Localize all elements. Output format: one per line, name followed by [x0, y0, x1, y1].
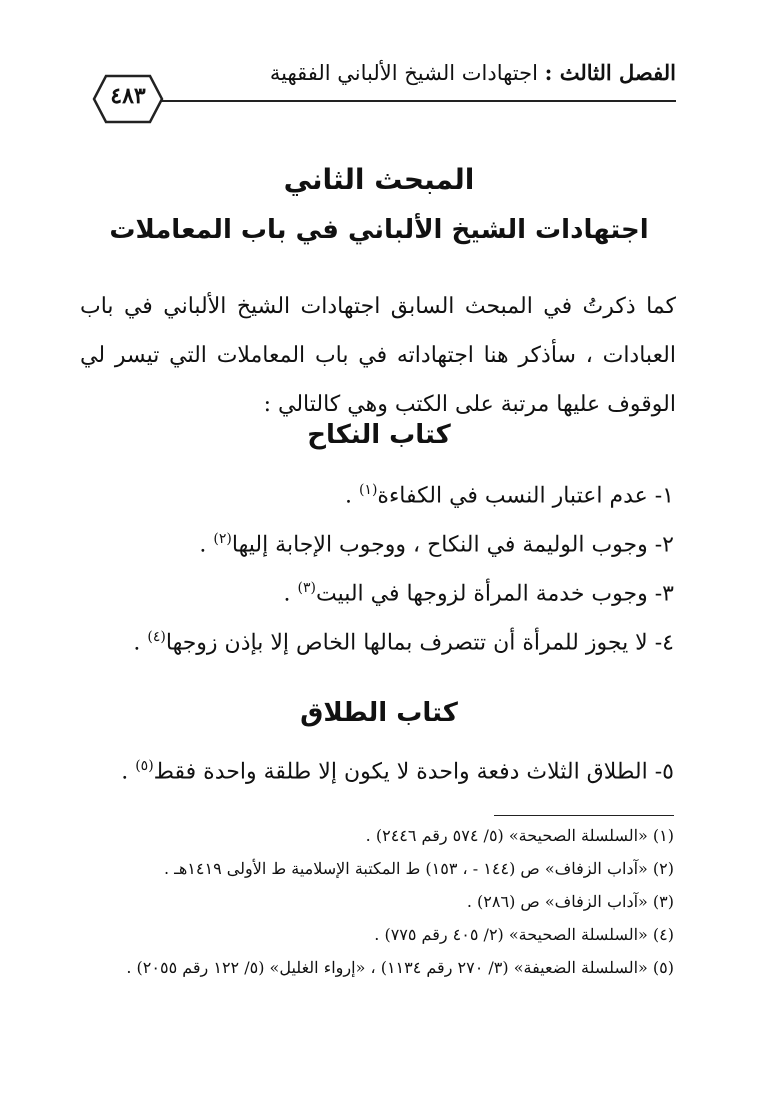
ruling-end: . — [133, 630, 148, 656]
footnote-item: (٢) «آداب الزفاف» ص (١٤٤ - ، ١٥٣) ط المكتبة الإسلامية ط الأولى ١٤١٩هـ . — [164, 859, 674, 878]
ruling-item — [74, 758, 674, 784]
ruling-item — [74, 580, 674, 606]
ruling-end: . — [121, 759, 136, 785]
chapter-title: اجتهادات الشيخ الألباني الفقهية — [269, 61, 538, 85]
ruling-text: ٥- الطلاق الثلاث دفعة واحدة لا يكون إلا طلقة واحدة فقط — [153, 759, 674, 785]
footnote-item: (٤) «السلسلة الصحيحة» (٢/ ٤٠٥ رقم ٧٧٥) . — [374, 925, 674, 944]
footnote-item: (٣) «آداب الزفاف» ص (٢٨٦) . — [466, 892, 674, 911]
page-number: ٤٨٣ — [110, 83, 146, 109]
ruling-item — [74, 482, 674, 508]
ruling-end: . — [344, 483, 359, 509]
section-subtitle: اجتهادات الشيخ الألباني في باب المعاملات — [109, 215, 649, 245]
header-rule — [160, 100, 676, 102]
footnote-ref[interactable]: (١) — [358, 482, 378, 498]
ruling-end: . — [199, 532, 214, 558]
footnote-ref[interactable]: (٣) — [297, 580, 316, 596]
ruling-text: ٢- وجوب الوليمة في النكاح ، ووجوب الإجابة إليها — [231, 532, 674, 558]
running-header — [176, 60, 676, 85]
footnote-ref[interactable]: (٥) — [135, 758, 154, 774]
ruling-text: ١- عدم اعتبار النسب في الكفاءة — [377, 483, 674, 509]
section-title: المبحث الثاني — [283, 163, 475, 196]
ruling-item — [74, 629, 674, 655]
ruling-text: ٤- لا يجوز للمرأة أن تتصرف بمالها الخاص إلا بإذن زوجها — [165, 630, 674, 656]
chapter-label: الفصل الثالث : — [544, 60, 676, 85]
ruling-end: . — [283, 581, 298, 607]
ruling-item — [74, 531, 674, 557]
intro-paragraph: كما ذكرتُ في المبحث السابق اجتهادات الشيخ الألباني في باب العبادات ، سأذكر هنا اجتهاداته في باب المعاملات التي تيسر لي الوقوف عليها مرتبة على الكتب وهي كالتالي : — [80, 294, 676, 417]
footnote-item: (٥) «السلسلة الضعيفة» (٣/ ٢٧٠ رقم ١١٣٤) ، «إرواء الغليل» (٥/ ١٢٢ رقم ٢٠٥٥) . — [126, 958, 674, 977]
footnote-ref[interactable]: (٢) — [213, 531, 232, 547]
footnote-ref[interactable]: (٤) — [147, 629, 166, 645]
book-heading-nikah: كتاب النكاح — [307, 420, 451, 450]
ruling-text: ٣- وجوب خدمة المرأة لزوجها في البيت — [315, 581, 674, 607]
footnote-item: (١) «السلسلة الصحيحة» (٥/ ٥٧٤ رقم ٢٤٤٦) . — [365, 826, 674, 845]
footnote-separator — [494, 815, 674, 816]
page-number-badge — [92, 74, 164, 124]
book-heading-talaq: كتاب الطلاق — [300, 698, 458, 728]
